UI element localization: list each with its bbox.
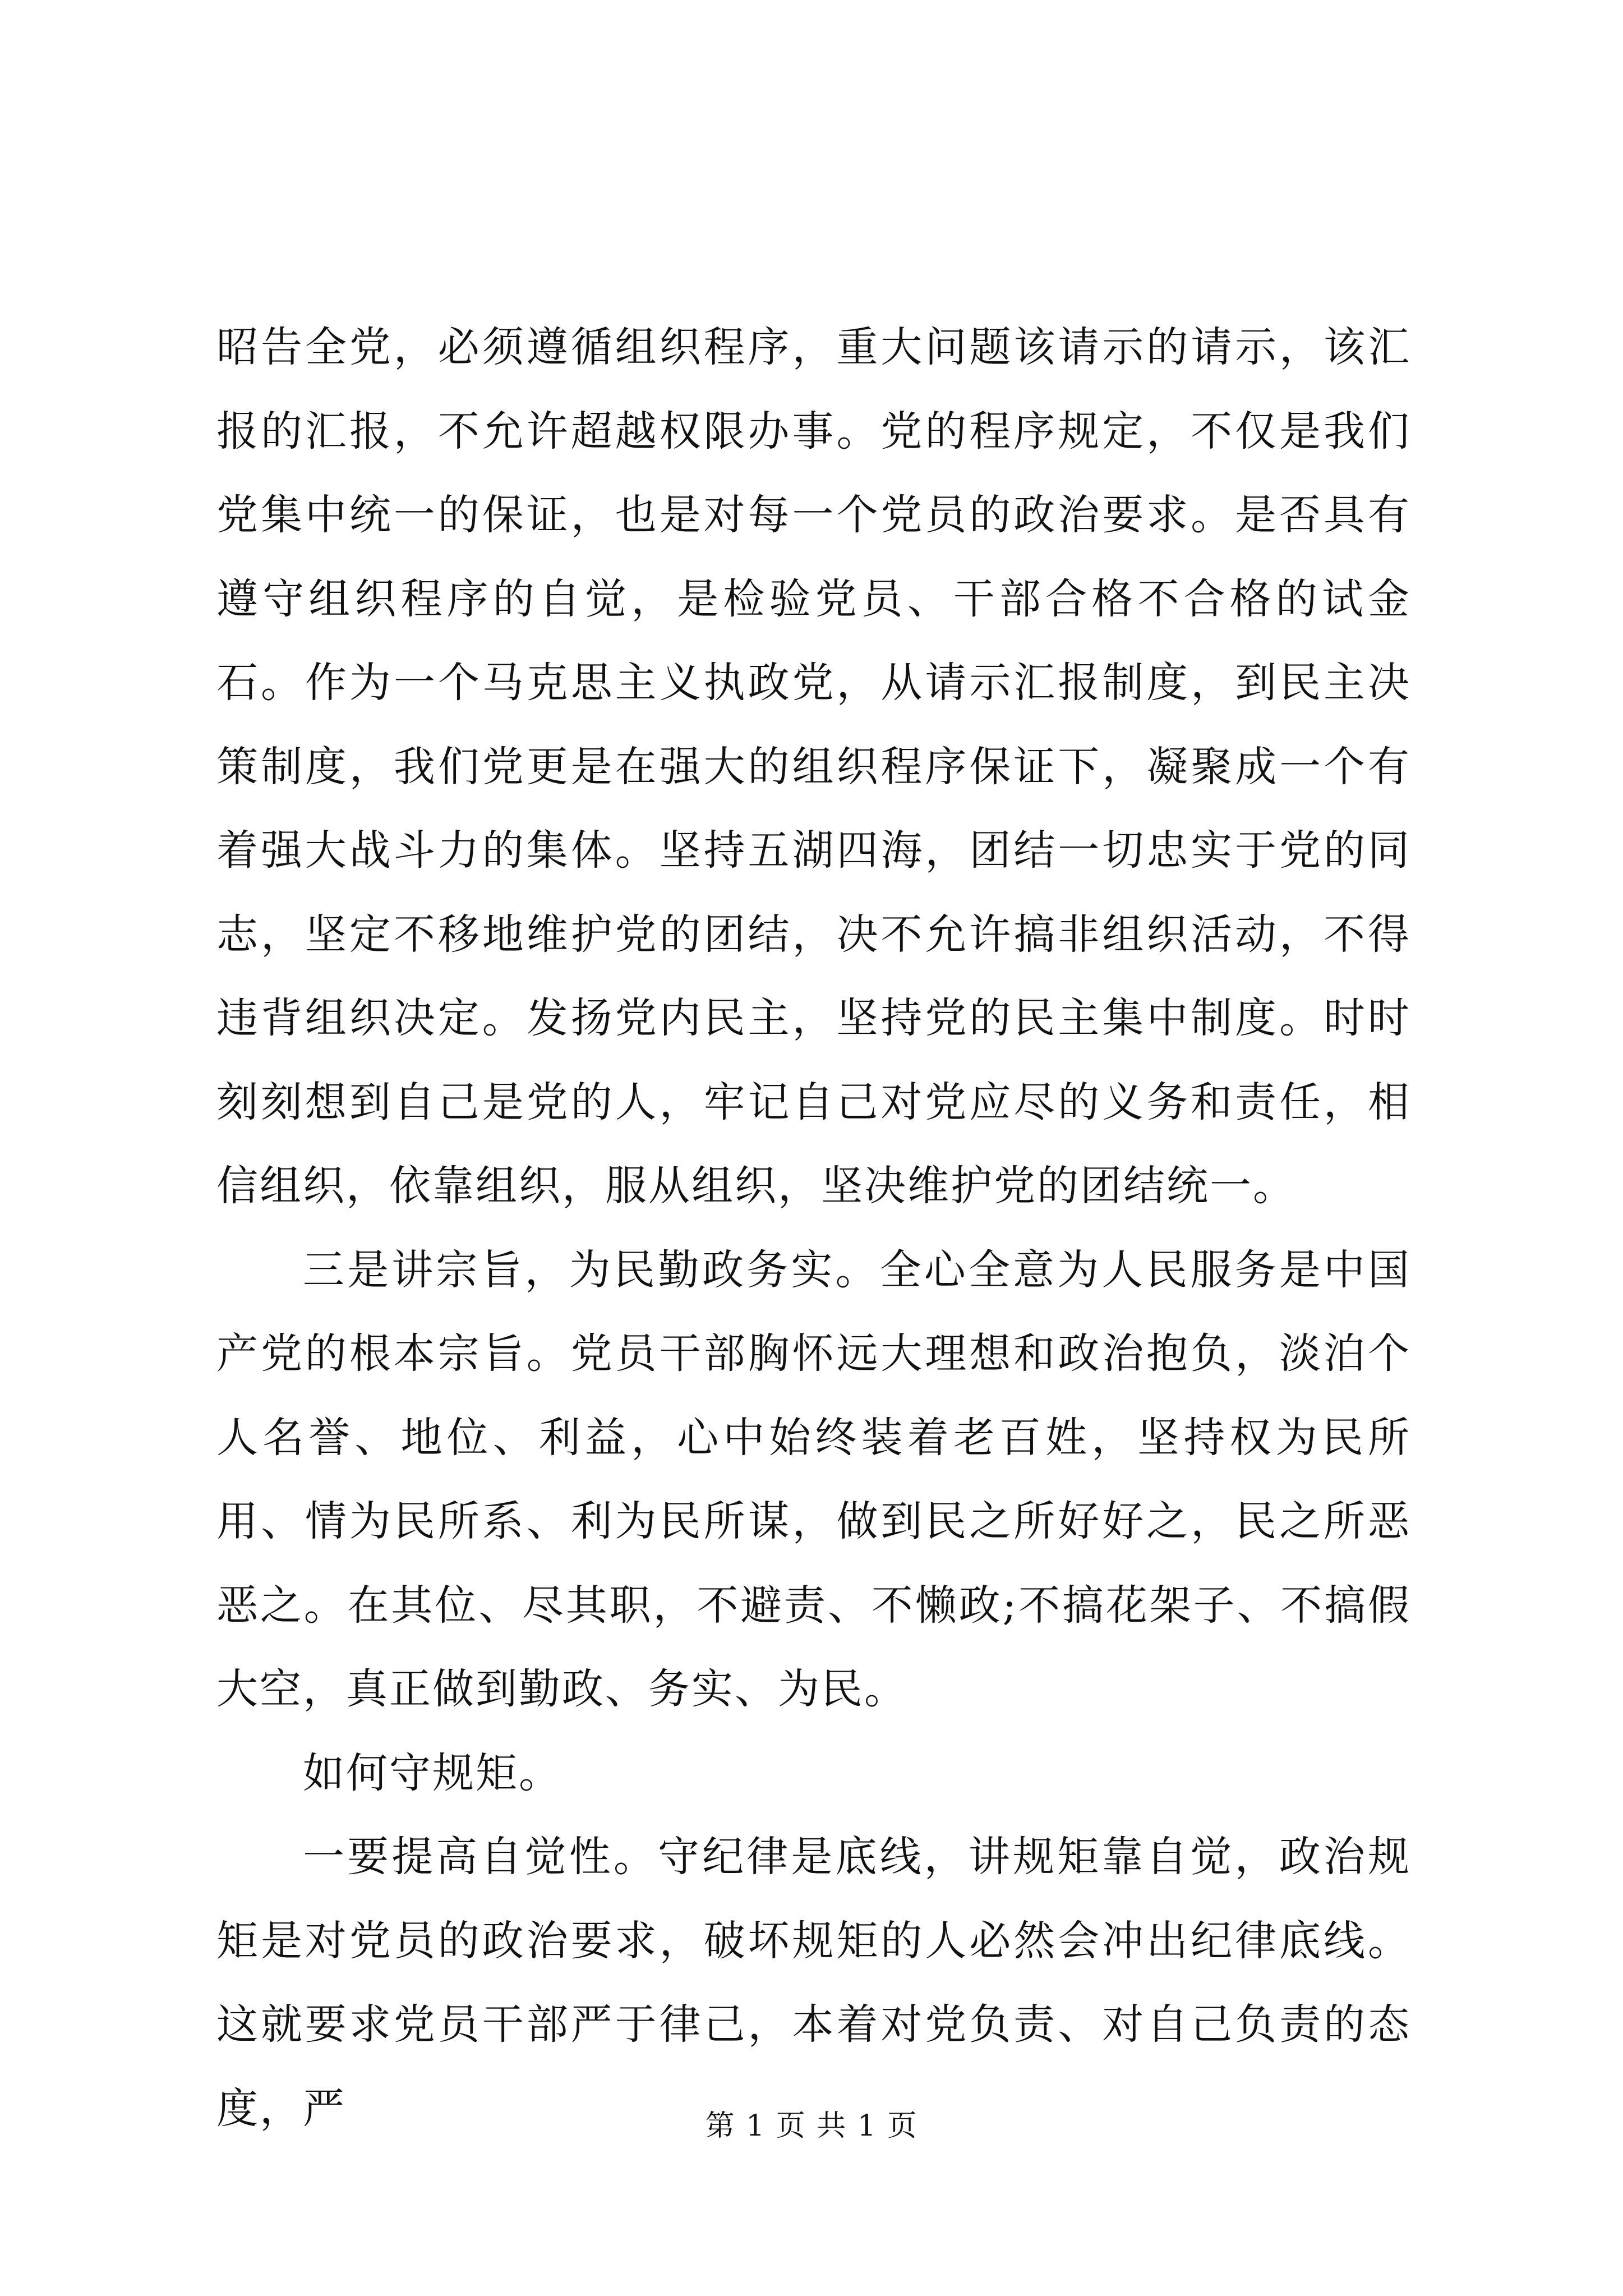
paragraph-self-discipline: 一要提高自觉性。守纪律是底线，讲规矩靠自觉，政治规矩是对党员的政治要求，破坏规矩的人必然会冲出纪律底线。这就要求党员干部严于律己，本着对党负责、对自己负责的态度，严 [216, 1833, 1411, 2133]
page-number: 第 1 页 共 1 页 [705, 2109, 918, 2143]
page-footer [0, 2106, 1623, 2146]
paragraph-serve-people: 三是讲宗旨，为民勤政务实。全心全意为人民服务是中国产党的根本宗旨。党员干部胸怀远大理想和政治抱负，淡泊个人名誉、地位、利益，心中始终装着老百姓，坚持权为民所用、情为民所系、利为民所谋，做到民之所好好之，民之所恶恶之。在其位、尽其职，不避责、不懒政;不搞花架子、不搞假大空，真正做到勤政、务实、为民。 [216, 1245, 1411, 1713]
document-body [216, 306, 1411, 2151]
paragraph-continuation: 昭告全党，必须遵循组织程序，重大问题该请示的请示，该汇报的汇报，不允许超越权限办事。党的程序规定，不仅是我们党集中统一的保证，也是对每一个党员的政治要求。是否具有遵守组织程序的自觉，是检验党员、干部合格不合格的试金石。作为一个马克思主义执政党，从请示汇报制度，到民主决策制度，我们党更是在强大的组织程序保证下，凝聚成一个有着强大战斗力的集体。坚持五湖四海，团结一切忠实于党的同志，坚定不移地维护党的团结，决不允许搞非组织活动，不得违背组织决定。发扬党内民主，坚持党的民主集中制度。时时刻刻想到自己是党的人，牢记自己对党应尽的义务和责任，相信组织，依靠组织，服从组织，坚决维护党的团结统一。 [216, 323, 1411, 1210]
section-heading-follow-rules: 如何守规矩。 [303, 1749, 562, 1797]
